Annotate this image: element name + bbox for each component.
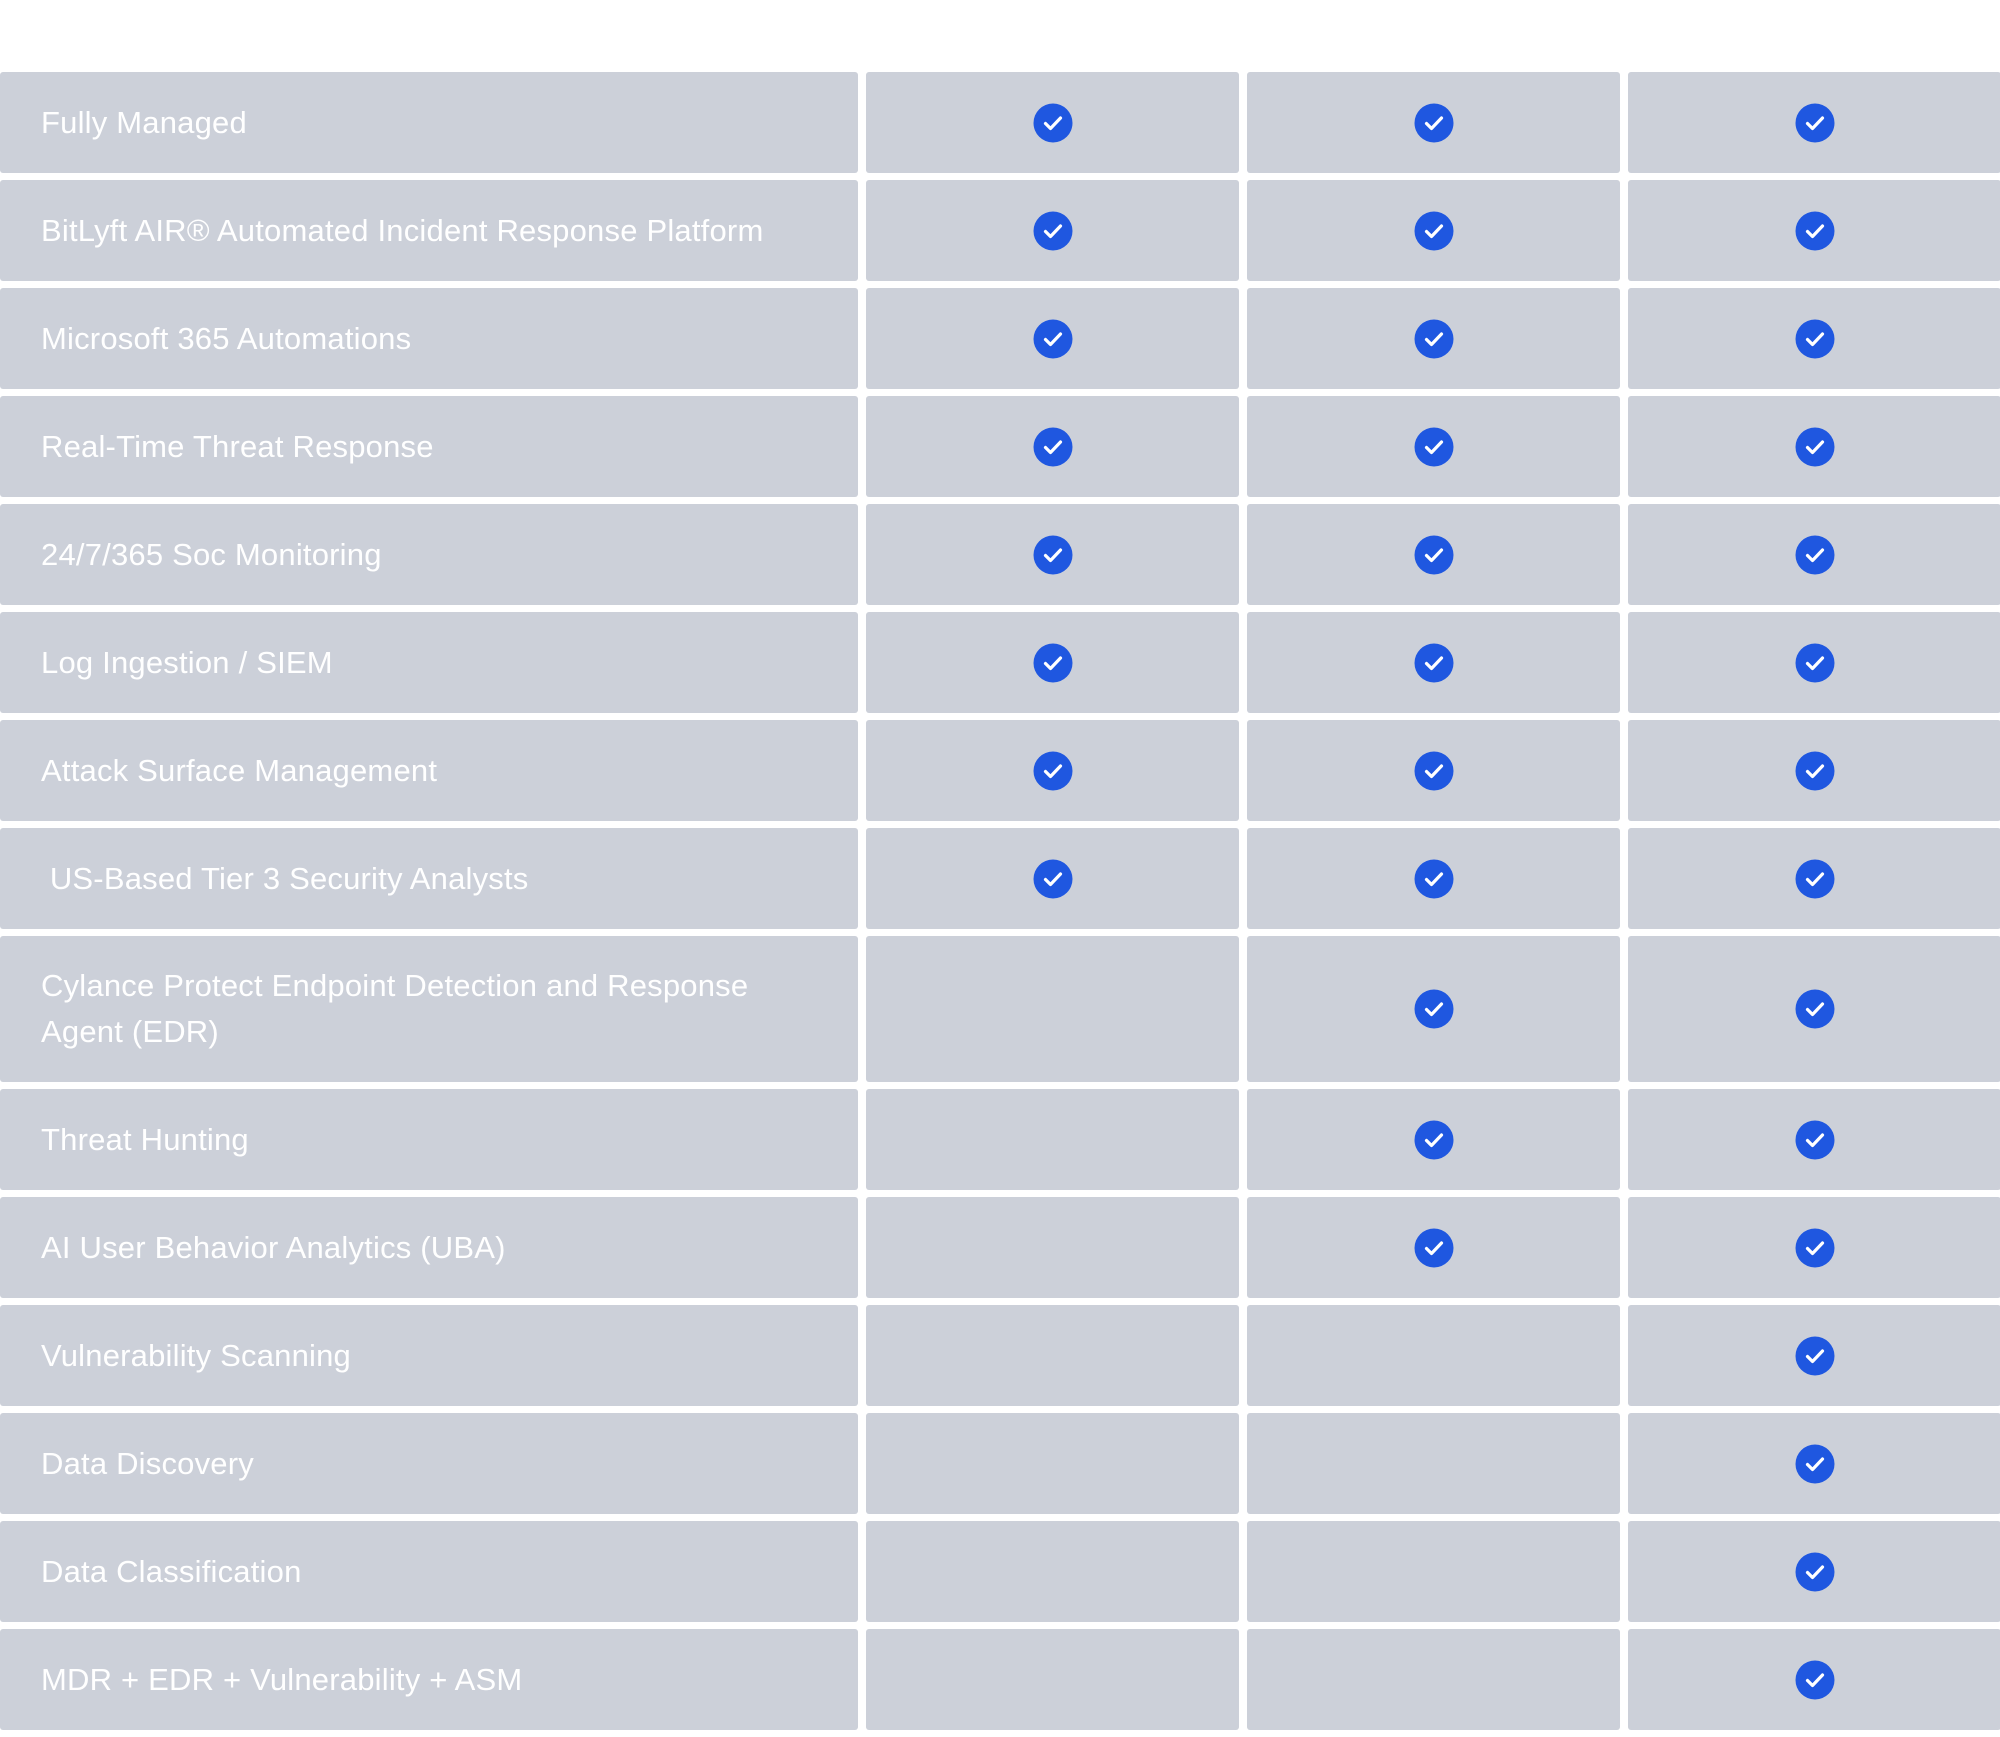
feature-row [0,1629,2000,1730]
feature-label-cell [0,612,858,713]
feature-comparison-table [0,72,2000,1737]
plan-1-cell [866,828,1239,929]
check-circle-icon [1033,211,1073,251]
check-circle-icon [1414,751,1454,791]
plan-2-cell [1247,396,1620,497]
feature-label-cell [0,936,858,1082]
feature-row [0,720,2000,821]
plan-1-cell [866,1629,1239,1730]
plan-3-cell [1628,1521,2000,1622]
feature-label-cell [0,288,858,389]
feature-row [0,936,2000,1082]
feature-label: Data Discovery [41,1445,254,1481]
plan-1-cell [866,1197,1239,1298]
check-circle-icon [1795,427,1835,467]
plan-1-cell [866,612,1239,713]
plan-3-cell [1628,720,2000,821]
feature-label-cell [0,1629,858,1730]
plan-1-cell [866,288,1239,389]
feature-label-cell [0,504,858,605]
check-circle-icon [1795,1444,1835,1484]
plan-1-cell [866,180,1239,281]
check-circle-icon [1033,751,1073,791]
feature-label: BitLyft AIR® Automated Incident Response Platform [41,212,764,248]
plan-2-cell [1247,828,1620,929]
feature-row [0,612,2000,713]
plan-1-cell [866,396,1239,497]
feature-row [0,180,2000,281]
check-circle-icon [1795,1120,1835,1160]
feature-label: Threat Hunting [41,1121,249,1157]
plan-1-cell [866,720,1239,821]
plan-3-cell [1628,1089,2000,1190]
plan-2-cell [1247,1089,1620,1190]
plan-3-cell [1628,288,2000,389]
plan-3-cell [1628,936,2000,1082]
feature-row [0,1521,2000,1622]
feature-label: Microsoft 365 Automations [41,320,412,356]
plan-2-cell [1247,1197,1620,1298]
plan-3-cell [1628,396,2000,497]
feature-label-cell [0,1089,858,1190]
feature-label-cell [0,1413,858,1514]
plan-1-cell [866,936,1239,1082]
plan-3-cell [1628,1413,2000,1514]
plan-1-cell [866,1305,1239,1406]
plan-1-cell [866,1521,1239,1622]
feature-row [0,1197,2000,1298]
check-circle-icon [1033,103,1073,143]
check-circle-icon [1414,535,1454,575]
check-circle-icon [1033,427,1073,467]
plan-2-cell [1247,72,1620,173]
plan-2-cell [1247,1629,1620,1730]
feature-label-cell [0,180,858,281]
check-circle-icon [1795,751,1835,791]
check-circle-icon [1795,319,1835,359]
plan-2-cell [1247,1413,1620,1514]
check-circle-icon [1795,1228,1835,1268]
feature-row [0,504,2000,605]
plan-1-cell [866,72,1239,173]
feature-label: Fully Managed [41,104,247,140]
check-circle-icon [1414,427,1454,467]
plan-2-cell [1247,612,1620,713]
check-circle-icon [1795,103,1835,143]
feature-label: MDR + EDR + Vulnerability + ASM [41,1661,523,1697]
feature-label: 24/7/365 Soc Monitoring [41,536,382,572]
check-circle-icon [1795,1660,1835,1700]
plan-3-cell [1628,72,2000,173]
feature-label: US-Based Tier 3 Security Analysts [41,860,529,896]
check-circle-icon [1414,211,1454,251]
check-circle-icon [1795,989,1835,1029]
feature-row [0,396,2000,497]
plan-2-cell [1247,288,1620,389]
feature-row [0,288,2000,389]
plan-2-cell [1247,180,1620,281]
check-circle-icon [1414,103,1454,143]
check-circle-icon [1795,211,1835,251]
check-circle-icon [1795,1336,1835,1376]
plan-3-cell [1628,1305,2000,1406]
check-circle-icon [1795,643,1835,683]
feature-label: Vulnerability Scanning [41,1337,351,1373]
check-circle-icon [1414,859,1454,899]
check-circle-icon [1033,859,1073,899]
feature-label-cell [0,828,858,929]
check-circle-icon [1414,989,1454,1029]
plan-3-cell [1628,1629,2000,1730]
check-circle-icon [1414,1228,1454,1268]
plan-2-cell [1247,720,1620,821]
feature-label-cell [0,72,858,173]
plan-2-cell [1247,504,1620,605]
check-circle-icon [1033,319,1073,359]
check-circle-icon [1414,643,1454,683]
plan-3-cell [1628,1197,2000,1298]
check-circle-icon [1414,1120,1454,1160]
plan-2-cell [1247,1521,1620,1622]
feature-label-cell [0,1197,858,1298]
feature-label: Log Ingestion / SIEM [41,644,333,680]
feature-label-cell [0,1521,858,1622]
feature-row [0,1413,2000,1514]
feature-row [0,1089,2000,1190]
plan-3-cell [1628,828,2000,929]
check-circle-icon [1795,535,1835,575]
check-circle-icon [1033,643,1073,683]
plan-1-cell [866,1089,1239,1190]
plan-2-cell [1247,1305,1620,1406]
check-circle-icon [1414,319,1454,359]
feature-label: Cylance Protect Endpoint Detection and Response Agent (EDR) [41,968,756,1049]
feature-label-cell [0,1305,858,1406]
plan-1-cell [866,504,1239,605]
plan-2-cell [1247,936,1620,1082]
check-circle-icon [1033,535,1073,575]
feature-row [0,828,2000,929]
check-circle-icon [1795,859,1835,899]
feature-label-cell [0,720,858,821]
plan-1-cell [866,1413,1239,1514]
plan-3-cell [1628,504,2000,605]
plan-3-cell [1628,612,2000,713]
feature-label-cell [0,396,858,497]
check-circle-icon [1795,1552,1835,1592]
feature-label: Data Classification [41,1553,302,1589]
plan-3-cell [1628,180,2000,281]
feature-label: AI User Behavior Analytics (UBA) [41,1229,506,1265]
feature-label: Real-Time Threat Response [41,428,434,464]
feature-row [0,72,2000,173]
feature-label: Attack Surface Management [41,752,438,788]
feature-row [0,1305,2000,1406]
